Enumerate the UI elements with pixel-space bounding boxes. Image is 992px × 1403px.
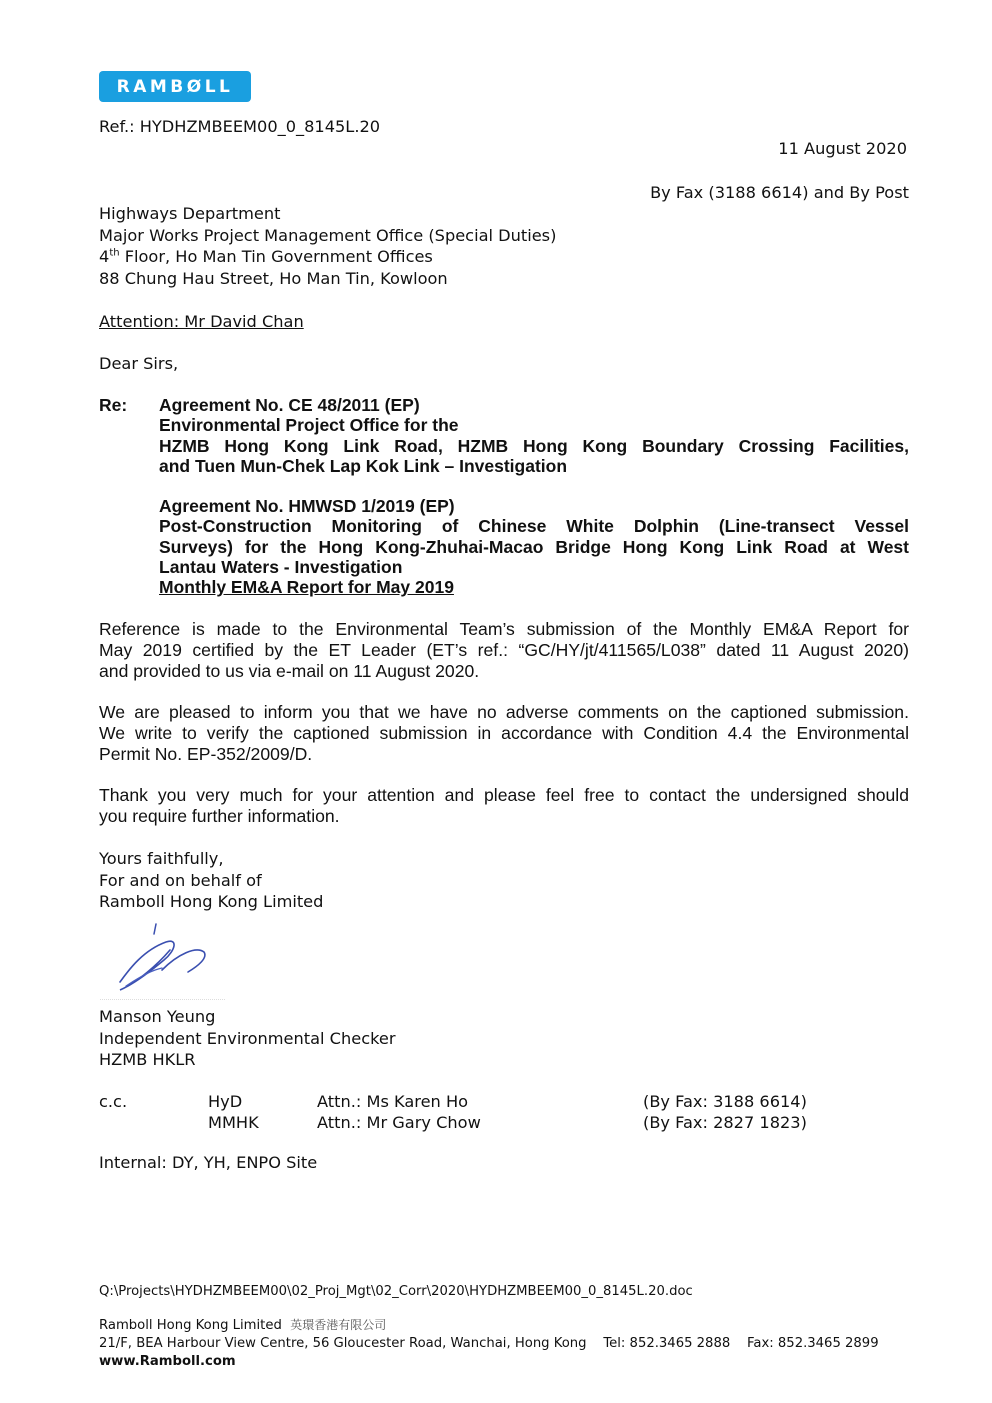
paragraph-1-line-2: May 2019 certified by the ET Leader (ET’s ref.: “GC/HY/jt/411565/L038” dated 11 August 2020) [99, 640, 909, 661]
re-label: Re: [99, 395, 128, 415]
signatory-title: Independent Environmental Checker [99, 1028, 396, 1048]
footer-contact-line [99, 1335, 879, 1352]
cc-fax-2: (By Fax: 2827 1823) [643, 1113, 807, 1132]
cc-label: c.c. [99, 1092, 128, 1111]
signature-divider [100, 999, 225, 1001]
floor-rest: Floor, Ho Man Tin Government Offices [119, 247, 433, 266]
closing-block [99, 848, 323, 913]
cc-attn-1: Attn.: Ms Karen Ho [317, 1092, 469, 1111]
recipient-address [99, 203, 556, 289]
paragraph-2-line-3: Permit No. EP-352/2009/D. [99, 744, 313, 765]
internal-distribution: Internal: DY, YH, ENPO Site [99, 1153, 318, 1172]
subject-block-2 [159, 496, 909, 597]
signatory-org: HZMB HKLR [99, 1050, 196, 1069]
floor-suffix: th [109, 247, 120, 259]
subject-2-line-2: Post-Construction Monitoring of Chinese White Dolphin (Line-transect Vessel [159, 516, 909, 537]
paragraph-thanks [99, 785, 909, 827]
attention-line: Attention: Mr David Chan [99, 312, 304, 331]
recipient-line-2: Major Works Project Management Office (Special Duties) [99, 225, 557, 245]
footer-company-line [99, 1317, 386, 1334]
cc-attn-2: Attn.: Mr Gary Chow [317, 1113, 481, 1132]
footer-company-cjk: 英環香港有限公司 [290, 1318, 387, 1332]
subject-2-line-4: Lantau Waters - Investigation [159, 556, 403, 577]
recipient-line-4: 88 Chung Hau Street, Ho Man Tin, Kowloon [99, 268, 448, 288]
paragraph-2-line-1: We are pleased to inform you that we have no adverse comments on the captioned submission. [99, 702, 909, 722]
closing-line-2: For and on behalf of [99, 870, 262, 890]
footer-address: 21/F, BEA Harbour View Centre, 56 Gloucester Road, Wanchai, Hong Kong [99, 1336, 587, 1351]
subject-block-1 [159, 395, 909, 476]
floor-number: 4 [99, 247, 110, 266]
subject-1-line-1: Agreement No. CE 48/2011 (EP) [159, 395, 420, 415]
closing-line-1: Yours faithfully, [99, 849, 224, 868]
signatory-name: Manson Yeung [99, 1007, 216, 1026]
delivery-method: By Fax (3188 6614) and By Post [650, 183, 909, 202]
paragraph-3-line-2: you require further information. [99, 806, 340, 827]
letter-date: 11 August 2020 [778, 139, 907, 158]
closing-line-3: Ramboll Hong Kong Limited [99, 892, 324, 911]
logo-text: RAMBØLL [116, 76, 234, 97]
subject-1-line-3: HZMB Hong Kong Link Road, HZMB Hong Kong Boundary Crossing Facilities, [159, 435, 909, 456]
subject-2-line-1: Agreement No. HMWSD 1/2019 (EP) [159, 496, 455, 516]
paragraph-3-line-1: Thank you very much for your attention and please feel free to contact the undersigned should [99, 785, 909, 805]
paragraph-1-line-1: Reference is made to the Environmental Team’s submission of the Monthly EM&A Report for [99, 619, 909, 639]
footer-fax: Fax: 852.3465 2899 [747, 1336, 879, 1351]
file-path: Q:\Projects\HYDHZMBEEM00\02_Proj_Mgt\02_Corr\2020\HYDHZMBEEM00_0_8145L.20.doc [99, 1284, 693, 1299]
footer-website[interactable]: www.Ramboll.com [99, 1354, 236, 1369]
subject-1-line-2: Environmental Project Office for the [159, 415, 459, 436]
paragraph-reference [99, 619, 909, 683]
subject-1-line-4: and Tuen Mun-Chek Lap Kok Link – Investigation [159, 455, 568, 476]
recipient-line-1: Highways Department [99, 204, 281, 223]
subject-2-line-3: Surveys) for the Hong Kong-Zhuhai-Macao Bridge Hong Kong Link Road at West [159, 536, 909, 557]
paragraph-2-line-2: We write to verify the captioned submission in accordance with Condition 4.4 the Environmental [99, 723, 909, 744]
footer-company: Ramboll Hong Kong Limited [99, 1318, 282, 1333]
ramboll-logo [99, 71, 251, 102]
cc-org-1: HyD [208, 1092, 243, 1111]
salutation: Dear Sirs, [99, 354, 179, 373]
paragraph-verification [99, 702, 909, 766]
paragraph-1-line-3: and provided to us via e-mail on 11 August 2020. [99, 661, 480, 682]
footer-tel: Tel: 852.3465 2888 [603, 1336, 731, 1351]
signatory-block [99, 1006, 396, 1071]
reference-number: Ref.: HYDHZMBEEM00_0_8145L.20 [99, 117, 381, 136]
signature-image [108, 920, 223, 1000]
recipient-line-3 [99, 246, 556, 268]
cc-org-2: MMHK [208, 1113, 259, 1132]
report-title: Monthly EM&A Report for May 2019 [159, 577, 454, 598]
cc-fax-1: (By Fax: 3188 6614) [643, 1092, 807, 1111]
